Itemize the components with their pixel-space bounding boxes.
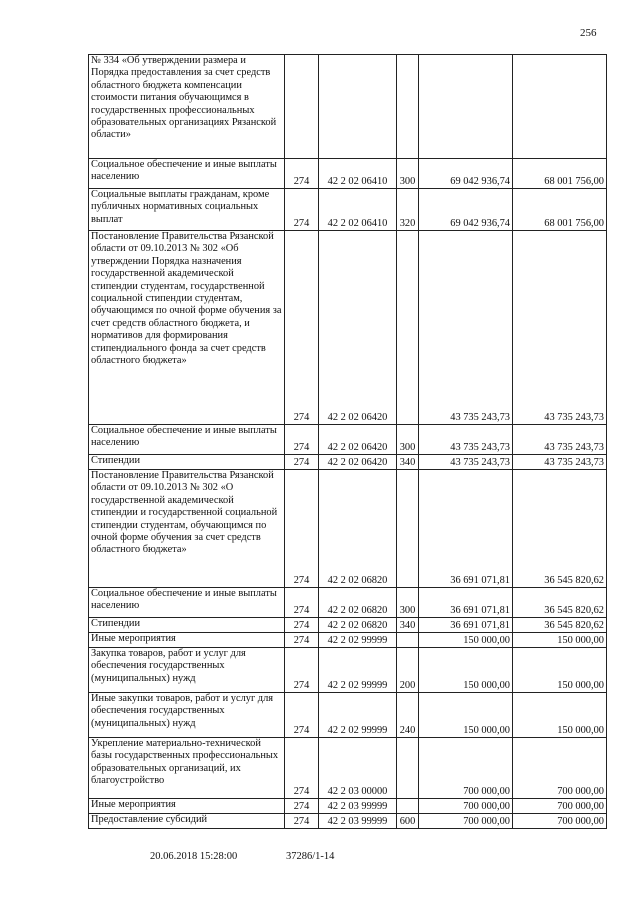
row-gr: 274 xyxy=(285,231,319,425)
row-csr xyxy=(319,55,397,159)
row-value-1: 43 735 243,73 xyxy=(419,455,513,470)
row-value-2: 150 000,00 xyxy=(513,648,607,693)
row-csr: 42 2 02 06410 xyxy=(319,159,397,189)
row-vr: 300 xyxy=(397,588,419,618)
row-value-1: 43 735 243,73 xyxy=(419,425,513,455)
row-name: Социальное обеспечение и иные выплаты населению xyxy=(89,425,285,455)
row-vr xyxy=(397,633,419,648)
row-name: Социальное обеспечение и иные выплаты населению xyxy=(89,588,285,618)
row-value-1: 36 691 071,81 xyxy=(419,470,513,588)
row-name: Социальное обеспечение и иные выплаты населению xyxy=(89,159,285,189)
table-row xyxy=(89,814,607,829)
row-name: Предоставление субсидий xyxy=(89,814,285,829)
row-name: Постановление Правительства Рязанской области от 09.10.2013 № 302 «О государственной академической стипендии и государственной социальной стипендии студентам, обучающимся по очной форме обучения за счет средств областного бюджета» xyxy=(89,470,285,588)
table-row xyxy=(89,189,607,231)
row-value-2: 43 735 243,73 xyxy=(513,425,607,455)
row-name: Иные мероприятия xyxy=(89,799,285,814)
row-value-2: 43 735 243,73 xyxy=(513,231,607,425)
row-gr: 274 xyxy=(285,425,319,455)
row-name: Закупка товаров, работ и услуг для обеспечения государственных (муниципальных) нужд xyxy=(89,648,285,693)
row-value-1: 36 691 071,81 xyxy=(419,588,513,618)
row-csr: 42 2 02 99999 xyxy=(319,693,397,738)
table-row xyxy=(89,693,607,738)
row-csr: 42 2 02 06420 xyxy=(319,231,397,425)
row-value-1: 36 691 071,81 xyxy=(419,618,513,633)
row-csr: 42 2 02 06410 xyxy=(319,189,397,231)
row-gr: 274 xyxy=(285,588,319,618)
row-value-1: 700 000,00 xyxy=(419,738,513,799)
row-vr xyxy=(397,231,419,425)
row-gr: 274 xyxy=(285,648,319,693)
table-row xyxy=(89,231,607,425)
row-value-1: 69 042 936,74 xyxy=(419,189,513,231)
row-value-2: 150 000,00 xyxy=(513,633,607,648)
row-vr xyxy=(397,55,419,159)
footer-datetime: 20.06.2018 15:28:00 xyxy=(150,851,238,862)
table-row xyxy=(89,618,607,633)
row-csr: 42 2 02 06420 xyxy=(319,455,397,470)
row-gr: 274 xyxy=(285,618,319,633)
row-gr: 274 xyxy=(285,814,319,829)
budget-table-body xyxy=(89,55,607,829)
row-value-2: 36 545 820,62 xyxy=(513,470,607,588)
row-gr: 274 xyxy=(285,189,319,231)
table-row xyxy=(89,799,607,814)
row-value-1: 43 735 243,73 xyxy=(419,231,513,425)
table-row xyxy=(89,455,607,470)
row-csr: 42 2 02 99999 xyxy=(319,648,397,693)
row-vr: 340 xyxy=(397,618,419,633)
row-csr: 42 2 02 06820 xyxy=(319,470,397,588)
row-vr: 300 xyxy=(397,425,419,455)
row-vr: 240 xyxy=(397,693,419,738)
table-row xyxy=(89,425,607,455)
row-value-1: 700 000,00 xyxy=(419,799,513,814)
footer-doc-number: 37286/1-14 xyxy=(286,851,335,862)
row-gr: 274 xyxy=(285,633,319,648)
row-vr: 300 xyxy=(397,159,419,189)
row-value-2: 36 545 820,62 xyxy=(513,618,607,633)
row-name: Стипендии xyxy=(89,618,285,633)
row-value-1: 150 000,00 xyxy=(419,693,513,738)
row-value-2: 43 735 243,73 xyxy=(513,455,607,470)
row-value-1: 69 042 936,74 xyxy=(419,159,513,189)
row-value-2: 700 000,00 xyxy=(513,799,607,814)
table-row xyxy=(89,588,607,618)
row-csr: 42 2 03 99999 xyxy=(319,814,397,829)
row-name: Иные закупки товаров, работ и услуг для обеспечения государственных (муниципальных) нужд xyxy=(89,693,285,738)
budget-table xyxy=(88,54,607,829)
row-csr: 42 2 03 99999 xyxy=(319,799,397,814)
row-value-2: 36 545 820,62 xyxy=(513,588,607,618)
row-name: Укрепление материально-технической базы государственных профессиональных образовательных организаций, их благоустройство xyxy=(89,738,285,799)
row-value-1 xyxy=(419,55,513,159)
row-vr xyxy=(397,470,419,588)
row-gr: 274 xyxy=(285,470,319,588)
page-number: 256 xyxy=(580,27,597,39)
table-row xyxy=(89,55,607,159)
table-row xyxy=(89,738,607,799)
row-name: № 334 «Об утверждении размера и Порядка предоставления за счет средств областного бюджета компенсации стоимости питания обучающимся в государственных профессиональных образовательных организациях Рязанской области» xyxy=(89,55,285,159)
row-gr: 274 xyxy=(285,738,319,799)
row-csr: 42 2 03 00000 xyxy=(319,738,397,799)
row-value-1: 150 000,00 xyxy=(419,633,513,648)
row-vr: 340 xyxy=(397,455,419,470)
row-name: Стипендии xyxy=(89,455,285,470)
row-name: Иные мероприятия xyxy=(89,633,285,648)
table-row xyxy=(89,159,607,189)
row-value-2: 150 000,00 xyxy=(513,693,607,738)
row-vr: 200 xyxy=(397,648,419,693)
row-value-2: 700 000,00 xyxy=(513,738,607,799)
row-value-2 xyxy=(513,55,607,159)
row-gr: 274 xyxy=(285,693,319,738)
row-vr xyxy=(397,738,419,799)
row-value-2: 68 001 756,00 xyxy=(513,189,607,231)
row-csr: 42 2 02 06420 xyxy=(319,425,397,455)
row-csr: 42 2 02 06820 xyxy=(319,618,397,633)
row-vr: 600 xyxy=(397,814,419,829)
row-name: Постановление Правительства Рязанской области от 09.10.2013 № 302 «Об утверждении Порядка назначения государственной академической стипендии студентам, государственной социальной стипендии студентам, обучающимся по очной форме обучения за счет средств областного бюджета, и нормативов для формирования стипендиального фонда за счет средств областного бюджета» xyxy=(89,231,285,425)
table-row xyxy=(89,633,607,648)
row-value-2: 68 001 756,00 xyxy=(513,159,607,189)
row-name: Социальные выплаты гражданам, кроме публичных нормативных социальных выплат xyxy=(89,189,285,231)
row-value-1: 150 000,00 xyxy=(419,648,513,693)
row-gr: 274 xyxy=(285,159,319,189)
row-gr xyxy=(285,55,319,159)
row-vr xyxy=(397,799,419,814)
row-vr: 320 xyxy=(397,189,419,231)
row-value-2: 700 000,00 xyxy=(513,814,607,829)
table-row xyxy=(89,470,607,588)
row-gr: 274 xyxy=(285,799,319,814)
row-csr: 42 2 02 99999 xyxy=(319,633,397,648)
row-value-1: 700 000,00 xyxy=(419,814,513,829)
table-row xyxy=(89,648,607,693)
row-gr: 274 xyxy=(285,455,319,470)
row-csr: 42 2 02 06820 xyxy=(319,588,397,618)
